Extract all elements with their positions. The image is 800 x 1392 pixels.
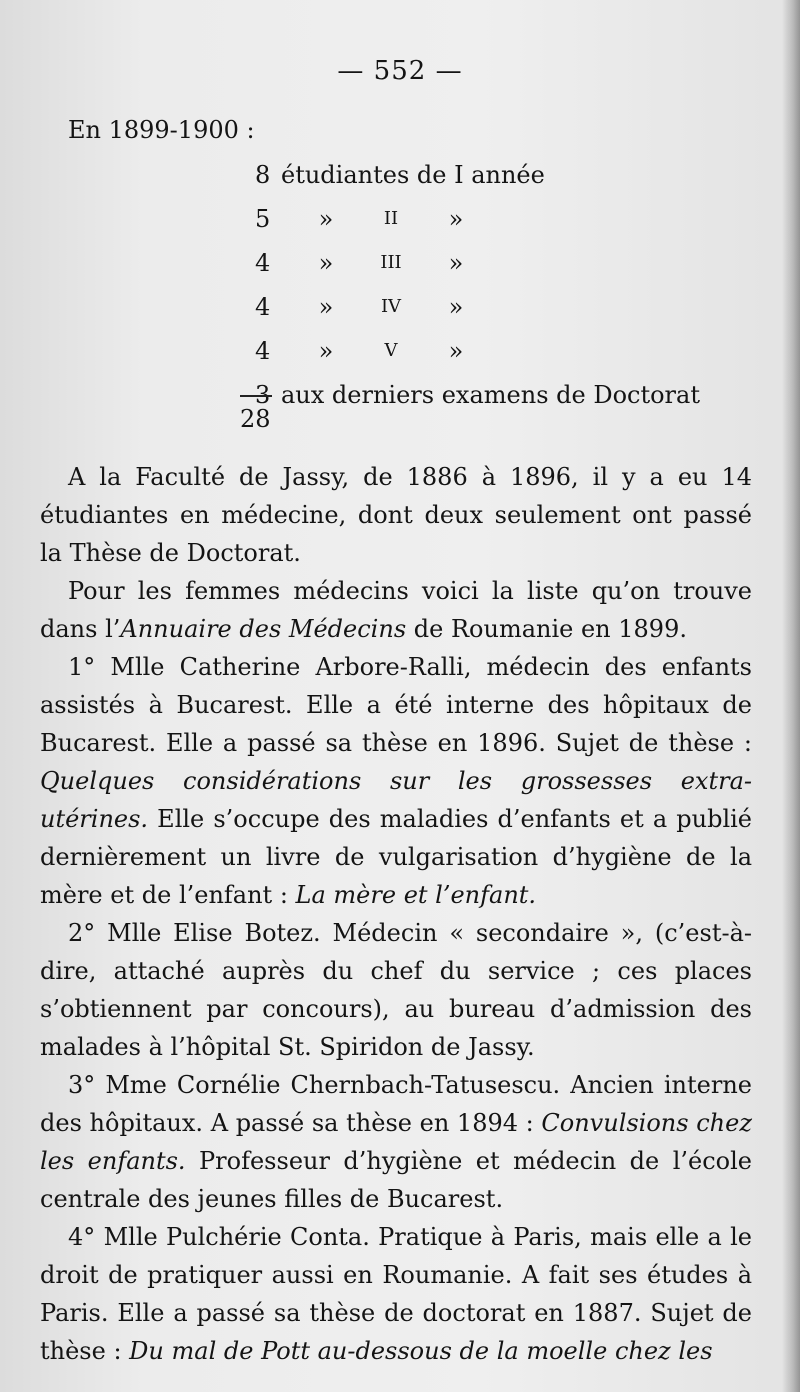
text-run: Pour les femmes médecins voici la liste qu’on trouve dans l’	[40, 577, 752, 643]
ditto-mark: »	[448, 205, 464, 233]
page-edge-shadow	[782, 0, 800, 1392]
text-run: 4° Mlle Pulchérie Conta. Pratique à Paris, mais elle a le droit de pratiquer aussi en Roumanie. A fait ses études à Paris. Elle a passé sa thèse de doctorat en 1887. Sujet de thèse :	[40, 1223, 752, 1365]
text-run: 1° Mlle Catherine Arbore-Ralli, médecin des enfants assistés à Bucarest. Elle a été interne des hôpitaux de Bucarest. Elle a passé sa thèse en 1896. Sujet de thèse :	[40, 653, 752, 757]
ditto-mark: »	[448, 337, 464, 365]
ditto-mark: »	[318, 205, 334, 233]
paragraph	[40, 1066, 752, 1218]
student-count-table	[255, 158, 700, 422]
count: 4	[255, 249, 271, 277]
table-row	[255, 246, 700, 290]
paragraph	[40, 1218, 752, 1370]
text-run: Elle s’occupe des maladies d’enfants et a publié dernièrement un livre de vulgarisation d’hygiène de la mère et de l’enfant :	[40, 805, 752, 909]
ditto-mark: »	[318, 293, 334, 321]
row-text: aux derniers examens de Doctorat	[281, 381, 700, 409]
count: 5	[255, 205, 271, 233]
sum-rule	[240, 395, 272, 397]
table-row	[255, 158, 700, 202]
ditto-mark: »	[448, 293, 464, 321]
row-text: étudiantes de I année	[281, 161, 545, 189]
body-text	[40, 458, 752, 1370]
paragraph: 2° Mlle Elise Botez. Médecin « secondaire », (c’est-à-dire, attaché auprès du chef du service ; ces places s’obtiennent par concours), au bureau d’admission des malades à l’hôpital St. Spiridon de Jassy.	[40, 919, 752, 1061]
italic-title: Quelques considérations sur les grossesses extra-utérines.	[40, 767, 752, 833]
year-label: IV	[380, 296, 402, 317]
count: 8	[255, 161, 271, 189]
year-label: III	[380, 252, 402, 273]
year-label: II	[383, 208, 399, 229]
paragraph	[40, 572, 752, 648]
table-row	[255, 290, 700, 334]
paragraph: A la Faculté de Jassy, de 1886 à 1896, il y a eu 14 étudiantes en médecine, dont deux seulement ont passé la Thèse de Doctorat.	[40, 463, 752, 567]
text-run: de Roumanie en 1899.	[406, 615, 687, 643]
table-row	[255, 334, 700, 378]
text-run: 3° Mme Cornélie Chernbach-Tatusescu. Ancien interne des hôpitaux. A passé sa thèse en 1894 :	[40, 1071, 752, 1137]
italic-title: La mère et l’enfant.	[295, 881, 537, 909]
total-count: 28	[240, 405, 271, 433]
italic-title: Convulsions chez les enfants.	[40, 1109, 752, 1175]
ditto-mark: »	[318, 337, 334, 365]
italic-title: Du mal de Pott au-dessous de la moelle chez les	[129, 1337, 713, 1365]
table-row	[255, 202, 700, 246]
text-run: Professeur d’hygiène et médecin de l’école centrale des jeunes filles de Bucarest.	[40, 1147, 752, 1213]
paragraph	[40, 648, 752, 914]
count: 4	[255, 293, 271, 321]
italic-title: Annuaire des Médecins	[120, 615, 407, 643]
year-label: V	[384, 340, 398, 361]
ditto-mark: »	[318, 249, 334, 277]
table-row	[255, 378, 700, 422]
page-number-header: — 552 —	[337, 56, 463, 86]
intro-line: En 1899-1900 :	[68, 116, 255, 144]
count: 4	[255, 337, 271, 365]
ditto-mark: »	[448, 249, 464, 277]
